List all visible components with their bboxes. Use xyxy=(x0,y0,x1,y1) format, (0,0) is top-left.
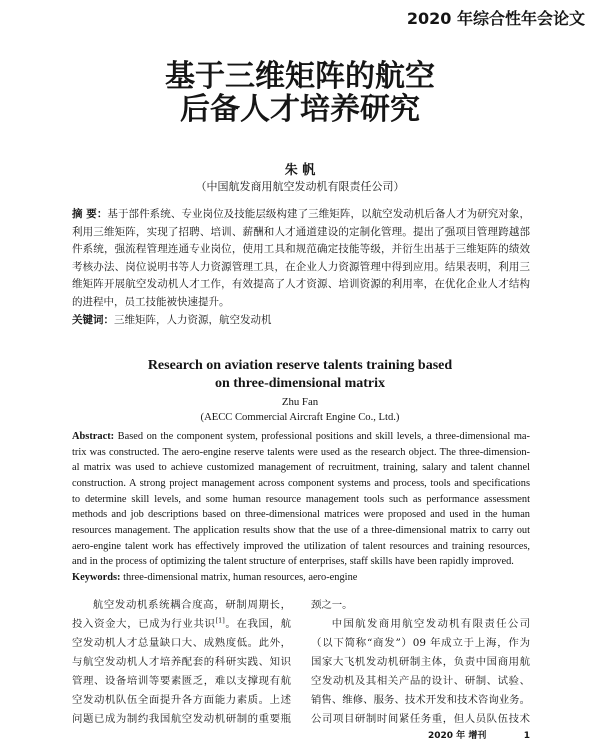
body-line: （以下简称“商发”）09 年成立于上海，作为 xyxy=(311,637,530,649)
body-line: 公司项目研制时间紧任务重，但人员队伍技术 xyxy=(311,713,530,725)
abstract-cn-line: 的进程中，员工技能被快速提升。 xyxy=(72,295,230,308)
abstract-cn-line: 考核办法、岗位说明书等人力资源管理工具，在企业人力资源管理中得到应用。结果表明，利用三 xyxy=(72,260,530,273)
abstract-en-line: to determine skill levels, and some human resource management tools such as performance assessment xyxy=(72,493,530,505)
citation-ref: [1] xyxy=(215,616,225,625)
page-footer xyxy=(428,731,530,741)
body-right-column xyxy=(311,596,530,729)
footer-issue: 2020 年 增刊 xyxy=(428,731,487,741)
abstract-en-label: Abstract: xyxy=(72,431,115,442)
keywords-cn-text: 三维矩阵，人力资源，航空发动机 xyxy=(114,313,272,326)
body-line: 问题已成为制约我国航空发动机研制的重要瓶 xyxy=(72,713,291,725)
abstract-cn-line: 件系统，强流程管理连通专业岗位，使用工具和规范确定技能等级，并衍生出基于三维矩阵的绩效 xyxy=(72,243,530,256)
abstract-cn-line xyxy=(72,206,530,224)
body-line: 销售、维修、服务、技术开发和技术咨询业务。 xyxy=(311,694,530,706)
abstract-en-line: aero-engine talent work has effectively improved the utilization of talent resources and training resources, xyxy=(72,540,530,552)
running-header: 2020 年综合性年会论文 xyxy=(406,9,585,28)
abstract-en-line: al matrix was used to achieve customized management of recruitment, training, salary and talent channel xyxy=(72,462,530,474)
abstract-en-line: methods and job descriptions based on three-dimensional matrices were proposed and used in the human xyxy=(72,509,530,521)
abstract-cn-label: 摘 要： xyxy=(72,208,108,220)
abstract-cn-line: 利用三维矩阵，实现了招聘、培训、薪酬和人才通道建设的定制化管理。提出了强项目管理跨越部 xyxy=(72,225,530,238)
keywords-en-label: Keywords: xyxy=(72,572,121,584)
abstract-cn xyxy=(72,206,530,329)
body-line: 空发动机队伍全面提升各方面能力素质。上述 xyxy=(72,694,291,706)
title-en-line-1: Research on aviation reserve talents training based xyxy=(147,358,453,373)
body-text: 。在我国，航 xyxy=(224,618,292,630)
abstract-en-line: trix was constructed. The aero-engine reserve talents were used as the research object. The three-dimension- xyxy=(72,446,530,458)
title-cn xyxy=(0,60,600,126)
affiliation-cn: （中国航发商用航空发动机有限责任公司） xyxy=(195,180,405,193)
title-cn-line-1: 基于三维矩阵的航空 xyxy=(165,59,435,94)
body-line: 空发动机及其相关产品的设计、研制、试验、 xyxy=(311,675,530,687)
body-left-column xyxy=(72,596,291,729)
affiliation-en: (AECC Commercial Aircraft Engine Co., Ltd.) xyxy=(200,412,400,423)
body-text: 投入资金大，已成为行业共识 xyxy=(72,618,216,630)
page-number: 1 xyxy=(523,731,530,741)
body-line: 与航空发动机人才培养配套的科研实践、知识 xyxy=(72,656,291,668)
body-line: 中国航发商用航空发动机有限责任公司 xyxy=(331,618,530,630)
body-line: 空发动机人才总量缺口大、成熟度低。此外， xyxy=(72,637,291,649)
body-line: 管理、设备培训等要素匮乏，难以支撑现有航 xyxy=(72,675,291,687)
abstract-en-text: Based on the component system, professional positions and skill levels, a three-dimensional ma- xyxy=(117,431,530,442)
body-line: 颈之一。 xyxy=(311,599,353,611)
abstract-en-line: resources management. The application results show that the use of a three-dimensional matrix to carry out xyxy=(72,525,530,537)
abstract-en-line: and in the process of optimizing the talent structure of enterprises, staff skills have been rapidly improved. xyxy=(72,556,514,568)
abstract-en-line xyxy=(72,429,530,445)
title-cn-line-2: 后备人才培养研究 xyxy=(180,92,420,127)
author-en: Zhu Fan xyxy=(281,396,319,408)
abstract-en xyxy=(72,429,530,586)
author-cn: 朱 帆 xyxy=(284,163,316,178)
body-line xyxy=(72,615,291,634)
body-line: 国家大飞机发动机研制主体，负责中国商用航 xyxy=(311,656,530,668)
abstract-en-line: construction. A strong project management across component systems and process, tools and specifications xyxy=(72,478,530,490)
body-line: 航空发动机系统耦合度高，研制周期长， xyxy=(92,599,291,611)
keywords-en-text: three-dimensional matrix, human resources, aero-engine xyxy=(123,572,358,584)
title-en-line-2: on three-dimensional matrix xyxy=(214,376,386,391)
keywords-cn xyxy=(72,312,530,330)
keywords-en xyxy=(72,570,530,586)
title-en xyxy=(0,357,600,393)
keywords-cn-label: 关键词： xyxy=(72,313,114,326)
abstract-cn-text: 基于部件系统、专业岗位及技能层级构建了三维矩阵，以航空发动机后备人才为研究对象， xyxy=(107,208,530,220)
abstract-cn-line: 维矩阵开展航空发动机人才工作，有效提高了人才资源、培训资源的利用率，在优化企业人才结构 xyxy=(72,278,530,291)
